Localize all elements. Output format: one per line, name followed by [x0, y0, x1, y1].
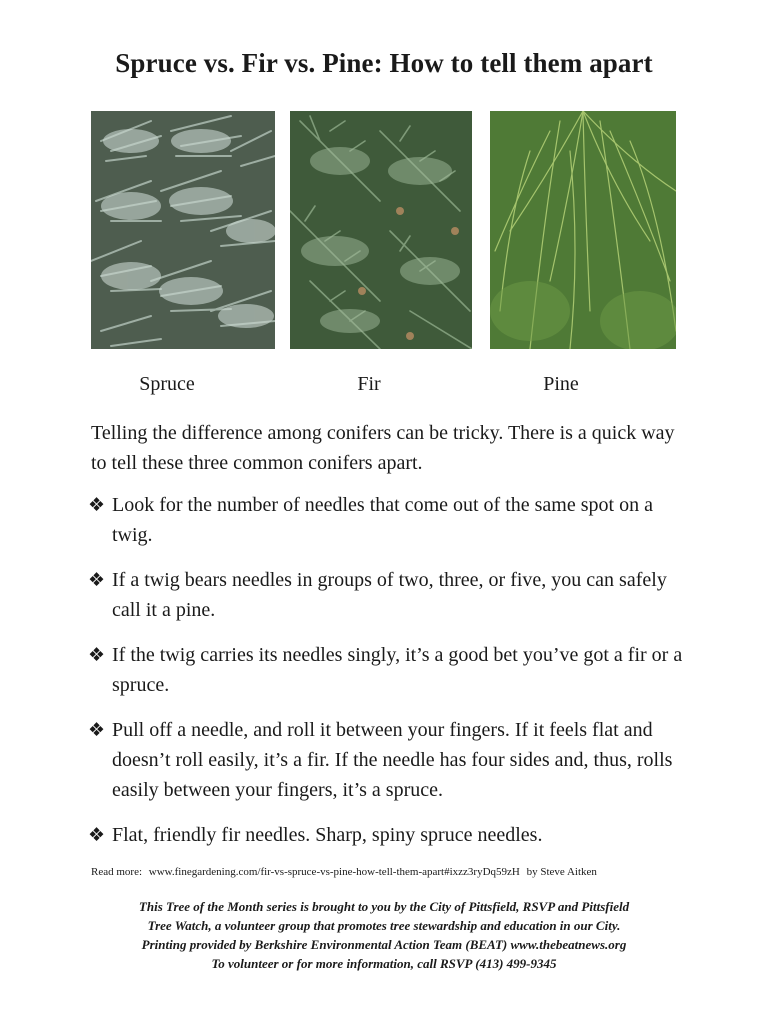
diamond-bullet-icon: ❖	[88, 494, 106, 516]
tip-text: Look for the number of needles that come out of the same spot on a twig.	[112, 494, 653, 546]
read-more-line	[91, 866, 711, 878]
page-title: Spruce vs. Fir vs. Pine: How to tell them apart	[115, 48, 653, 78]
fir-caption: Fir	[357, 373, 381, 395]
read-more-label: Read more:	[91, 866, 143, 878]
tip-text: If the twig carries its needles singly, it’s a good bet you’ve got a fir or a spruce.	[112, 644, 683, 696]
tip-item	[88, 640, 688, 700]
pine-caption: Pine	[543, 373, 579, 395]
diamond-bullet-icon: ❖	[88, 824, 106, 846]
read-more-link[interactable]: www.finegardening.com/fir-vs-spruce-vs-pine-how-tell-them-apart#ixzz3ryDq59zH	[148, 866, 520, 878]
tip-text: Pull off a needle, and roll it between your fingers. If it feels flat and doesn’t roll easily, it’s a fir. If the needle has four sides and, thus, rolls easily between your fingers, it’s a spruce.	[112, 719, 673, 801]
tip-item	[88, 565, 688, 625]
footer-line-4: To volunteer or for more information, call RSVP (413) 499-9345	[211, 956, 557, 971]
footer-line-1: This Tree of the Month series is brought to you by the City of Pittsfield, RSVP and Pittsfield	[138, 899, 630, 914]
footer-line-2: Tree Watch, a volunteer group that promotes tree stewardship and education in our City.	[147, 918, 621, 933]
tip-text: If a twig bears needles in groups of two, three, or five, you can safely call it a pine.	[112, 569, 667, 621]
diamond-bullet-icon: ❖	[88, 644, 106, 666]
diamond-bullet-icon: ❖	[88, 719, 106, 741]
tip-item	[88, 490, 688, 550]
read-more-byline: by Steve Aitken	[526, 866, 597, 878]
intro-paragraph: Telling the difference among conifers can be tricky. There is a quick way to tell these three common conifers apart.	[91, 422, 675, 474]
pine-photo	[490, 111, 676, 349]
spruce-photo	[91, 111, 275, 349]
tip-item	[88, 820, 688, 850]
footer-line-3: Printing provided by Berkshire Environmental Action Team (BEAT) www.thebeatnews.org	[141, 937, 627, 952]
footer-credits	[60, 897, 708, 973]
diamond-bullet-icon: ❖	[88, 569, 106, 591]
spruce-caption: Spruce	[139, 373, 195, 395]
tip-item	[88, 715, 688, 805]
tips-list	[88, 490, 688, 865]
fir-photo	[290, 111, 472, 349]
tip-text: Flat, friendly fir needles. Sharp, spiny spruce needles.	[112, 824, 543, 846]
